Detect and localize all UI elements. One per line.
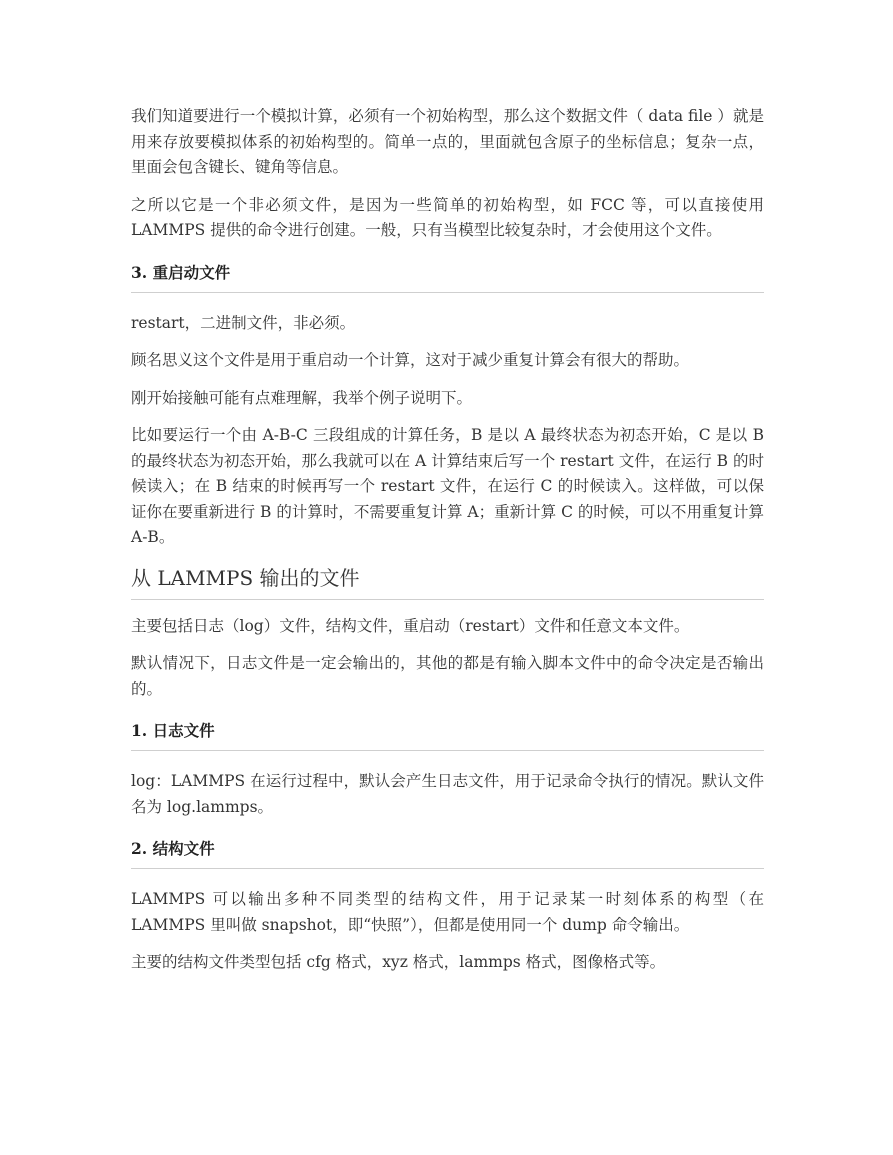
heading-restart-file: 3. 重启动文件 [131, 262, 764, 293]
document-page [131, 104, 764, 988]
paragraph-output-types: 主要包括日志（log）文件，结构文件，重启动（restart）文件和任意文本文件。 [131, 616, 690, 635]
paragraph-structure-formats: 主要的结构文件类型包括 cfg 格式，xyz 格式，lammps 格式，图像格式等。 [131, 953, 666, 971]
paragraph-output-default: 默认情况下，日志文件是一定会输出的，其他的都是有输入脚本文件中的命令决定是否输出的。 [131, 654, 764, 698]
heading-structure-file: 2. 结构文件 [131, 838, 764, 869]
paragraph-data-file-intro: 我们知道要进行一个模拟计算，必须有一个初始构型，那么这个数据文件（ data file ）就是用来存放要模拟体系的初始构型的。简单一点的，里面就包含原子的坐标信息；复杂一点，里面会包含键长、键角等信息。 [131, 107, 764, 176]
heading-output-files: 从 LAMMPS 输出的文件 [131, 563, 764, 600]
paragraph-restart-binary: restart，二进制文件，非必须。 [131, 313, 356, 332]
paragraph-restart-purpose: 顾名思义这个文件是用于重启动一个计算，这对于减少重复计算会有很大的帮助。 [131, 351, 690, 369]
paragraph-structure-dump: LAMMPS 可以输出多种不同类型的结构文件，用于记录某一时刻体系的构型（在 LAMMPS 里叫做 snapshot，即“快照”），但都是使用同一个 dump 命令输出。 [131, 890, 764, 934]
paragraph-restart-example-intro: 刚开始接触可能有点难理解，我举个例子说明下。 [131, 388, 473, 407]
paragraph-data-file-optional: 之所以它是一个非必须文件，是因为一些简单的初始构型，如 FCC 等，可以直接使用 LAMMPS 提供的命令进行创建。一般，只有当模型比较复杂时，才会使用这个文件。 [131, 195, 764, 239]
paragraph-restart-example: 比如要运行一个由 A-B-C 三段组成的计算任务，B 是以 A 最终状态为初态开始，C 是以 B 的最终状态为初态开始，那么我就可以在 A 计算结束后写一个 restart 文件，在运行 B 的时候读入；在 B 结束的时候再写一个 restart 文件，在运行 C 的时候读入。这样做，可以保证你在要重新进行 B 的计算时，不需要重复计算 A；重新计算 C 的时候，可以不用重复计算 A-B。 [131, 426, 764, 546]
heading-log-file: 1. 日志文件 [131, 720, 764, 751]
paragraph-log-file: log：LAMMPS 在运行过程中，默认会产生日志文件，用于记录命令执行的情况。默认文件名为 log.lammps。 [131, 772, 764, 816]
